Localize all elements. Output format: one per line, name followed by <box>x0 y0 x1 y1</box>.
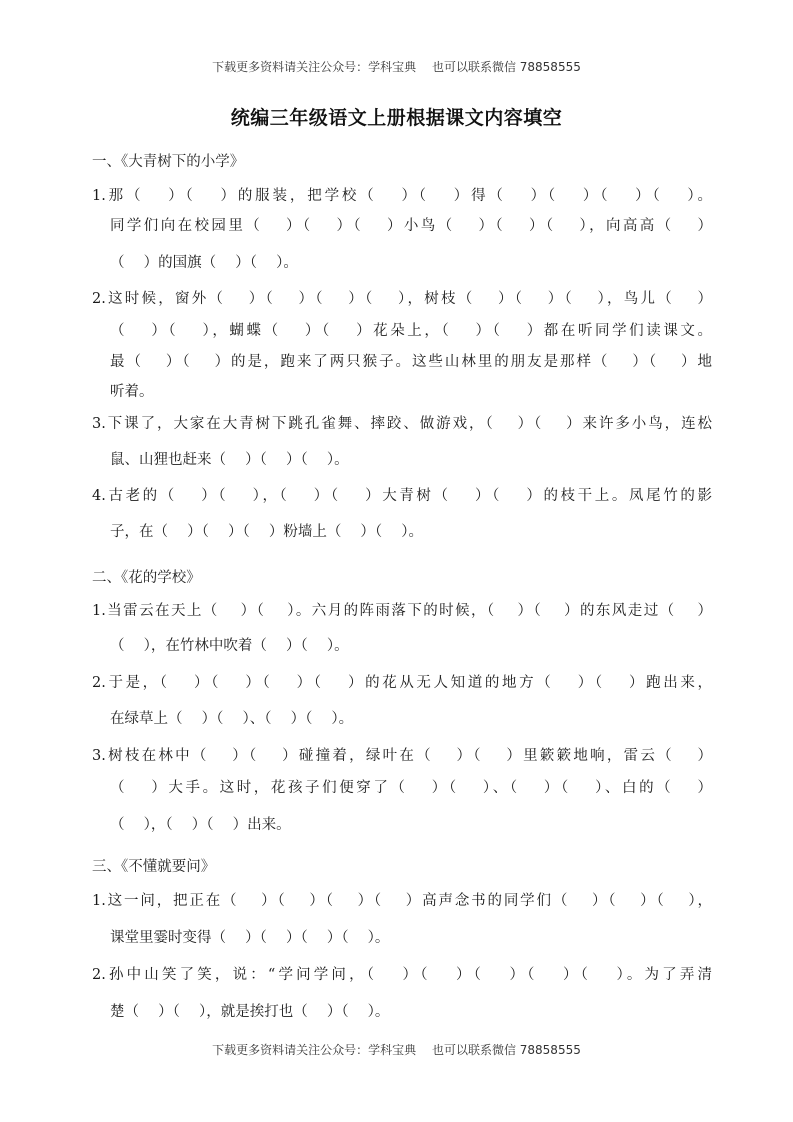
question-line: （ ），在竹林中吹着（ ）（ ）。 <box>110 638 349 654</box>
question-line: 1.那（ ）（ ）的服装，把学校（ ）（ ）得（ ）（ ）（ ）（ ）。 <box>92 188 712 204</box>
question-line: 2.这时候，窗外（ ）（ ）（ ）（ ），树枝（ ）（ ）（ ），鸟儿（ ） <box>92 291 712 307</box>
question-line: 1.当雷云在天上（ ）（ ）。六月的阵雨落下的时候，（ ）（ ）的东风走过（ ） <box>92 603 712 619</box>
question-line: 3.下课了，大家在大青树下跳孔雀舞、摔跤、做游戏，（ ）（ ）来许多小鸟，连松 <box>92 416 712 432</box>
question-line: 4.古老的（ ）（ ），（ ）（ ）大青树（ ）（ ）的枝干上。凤尾竹的影 <box>92 488 712 504</box>
page-title: 统编三年级语文上册根据课文内容填空 <box>230 107 563 129</box>
question-line: （ ）的国旗（ ）（ ）。 <box>110 255 298 271</box>
question-line: 课堂里霎时变得（ ）（ ）（ ）（ ）。 <box>110 930 390 946</box>
question-line: 2.孙中山笑了笑，说：“学问学问，（ ）（ ）（ ）（ ）（ ）。为了弄清 <box>92 967 712 983</box>
question-line: （ ），（ ）（ ）出来。 <box>110 817 291 833</box>
question-line: 听着。 <box>110 384 154 400</box>
question-line: 在绿草上（ ）（ ）、（ ）（ ）。 <box>110 711 354 727</box>
section-heading-2: 二、《花的学校》 <box>92 570 201 586</box>
question-line: 最（ ）（ ）的是，跑来了两只猴子。这些山林里的朋友是那样（ ）（ ）地 <box>110 354 712 370</box>
question-line: 楚（ ）（ ），就是挨打也（ ）（ ）。 <box>110 1004 390 1020</box>
section-heading-1: 一、《大青树下的小学》 <box>92 154 245 170</box>
question-line: 2.于是，（ ）（ ）（ ）（ ）的花从无人知道的地方（ ）（ ）跑出来， <box>92 675 712 691</box>
question-line: 同学们向在校园里（ ）（ ）（ ）小鸟（ ）（ ）（ ），向高高（ ） <box>110 218 712 234</box>
page-footer-watermark: 下载更多资料请关注公众号：学科宝典 也可以联系微信 78858555 <box>212 1043 581 1057</box>
question-line: （ ）（ ），蝴蝶（ ）（ ）花朵上，（ ）（ ）都在听同学们读课文。 <box>110 323 712 339</box>
question-line: 3.树枝在林中（ ）（ ）碰撞着，绿叶在（ ）（ ）里簌簌地响，雷云（ ） <box>92 748 712 764</box>
question-line: 鼠、山狸也赶来（ ）（ ）（ ）。 <box>110 452 349 468</box>
question-line: （ ）大手。这时，花孩子们便穿了（ ）（ ）、（ ）（ ）、白的（ ） <box>110 780 712 796</box>
page-header-watermark: 下载更多资料请关注公众号：学科宝典 也可以联系微信 78858555 <box>212 60 581 74</box>
question-line: 1.这一问，把正在（ ）（ ）（ ）（ ）高声念书的同学们（ ）（ ）（ ）， <box>92 893 712 909</box>
section-heading-3: 三、《不懂就要问》 <box>92 859 216 875</box>
question-line: 子，在（ ）（ ）（ ）粉墙上（ ）（ ）。 <box>110 524 424 540</box>
